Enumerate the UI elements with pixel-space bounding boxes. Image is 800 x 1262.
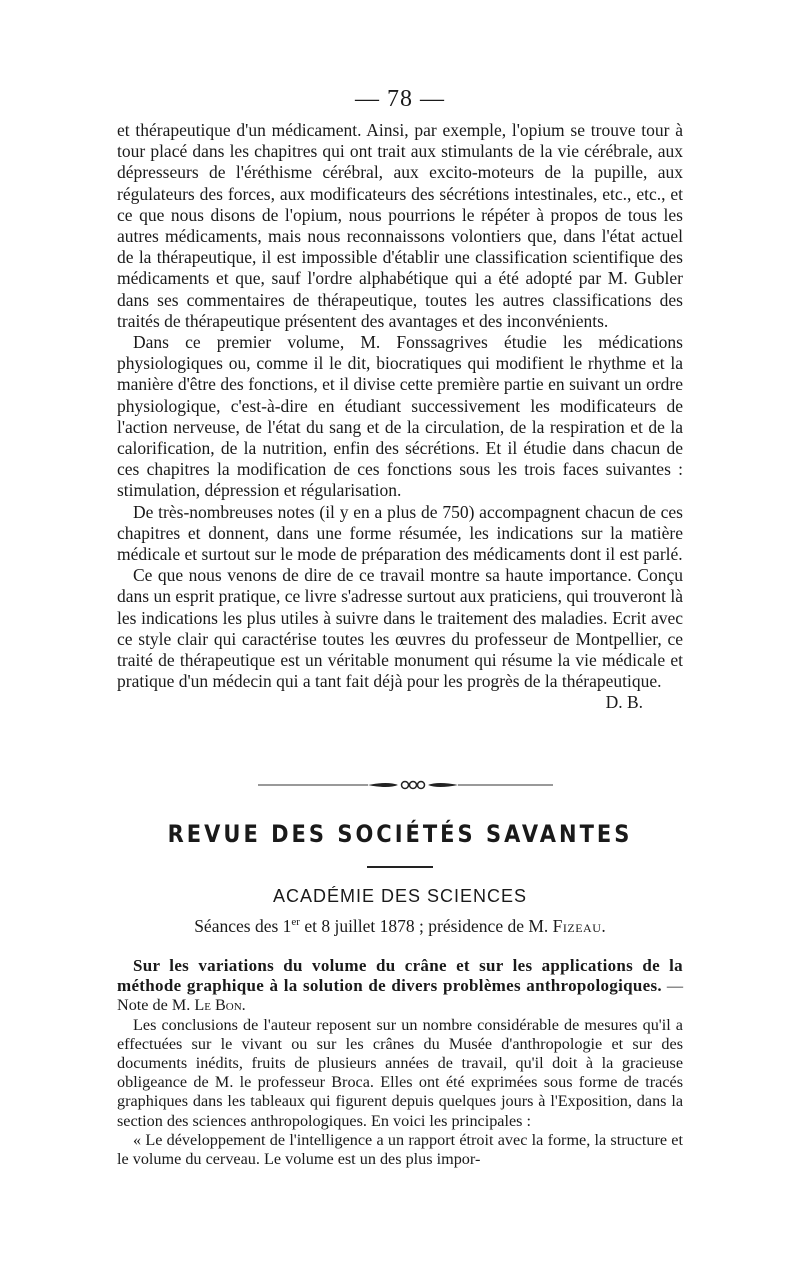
article-title-paragraph: Sur les variations du volume du crâne et sur les applications de la méthode graphique à la solution de divers problèmes anthropologiques. — Note de M. Le Bon. (117, 956, 683, 1015)
sessions-line: Séances des 1er et 8 juillet 1878 ; présidence de M. Fizeau. (194, 916, 606, 936)
review-paragraph: et thérapeutique d'un médicament. Ainsi, par exemple, l'opium se trouve tour à tour placé dans les chapitres qui ont trait aux stimulants de la vie cérébrale, aux dépresseurs de l'éréthisme cérébral, aux excito-moteurs de la pupille, aux régulateurs des forces, aux modificateurs des sécrétions intestinales, etc., etc., et ce que nous disons de l'opium, nous pourrions le répéter à propos de tous les autres médicaments, mais nous reconnaissons volontiers que, dans l'état actuel de la thérapeutique, il est impossible d'établir une classification scientifique des médicaments et que, sauf l'ordre alphabétique qui a été adopté par M. Gubler dans ses commentaires de thérapeutique, toutes les autres classifications des traités de thérapeutique présentent des avantages et des inconvénients. (117, 120, 683, 331)
article-paragraph: « Le développement de l'intelligence a un rapport étroit avec la forme, la structure et le volume du cerveau. Le volume est un des plus impor- (117, 1130, 683, 1169)
article-text (117, 956, 683, 1169)
article-title: Sur les variations du volume du crâne et sur les applications de la méthode graphique à la solution de divers problèmes anthropologiques. (117, 956, 683, 996)
article-paragraph: Les conclusions de l'auteur reposent sur un nombre considérable de mesures qu'il a effectuées sur le vivant ou sur les crânes du Musée d'anthropologie et sur des documents inédits, fruits de plusieurs années de travail, qu'il doit à la gracieuse obligeance de M. le professeur Broca. Elles ont été exprimées sous forme de tracés graphiques dans les tableaux qui figurent depuis quelques jours à l'Exposition, dans la section des sciences anthropologiques. En voici les principales : (117, 1015, 683, 1130)
president-name: Fizeau (552, 916, 602, 936)
book-review-text (117, 120, 683, 714)
review-paragraph: De très-nombreuses notes (il y en a plus de 750) accompagnent chacun de ces chapitres et donnent, dans une forme résumée, les indications sur la matière médicale et surtout sur le mode de préparation des médicaments dont il est parlé. (117, 501, 683, 565)
review-signature: D. B. (605, 692, 643, 713)
article-author: Le Bon (194, 996, 242, 1015)
section-title: REVUE DES SOCIÉTÉS SAVANTES (167, 820, 633, 848)
academy-heading: ACADÉMIE DES SCIENCES (272, 886, 528, 906)
review-paragraph: Dans ce premier volume, M. Fonssagrives étudie les médications physiologiques ou, comme il le dit, biocratiques qui modifient le rhythme et la manière d'être des fonctions, et il divise cette première partie en suivant un ordre physiologique, c'est-à-dire en étudiant successivement les modificateurs de l'action nerveuse, de l'état du sang et de la circulation, de la respiration et de la calorification, de la nutrition, enfin des sécrétions. Et il étudie dans chacun de ces chapitres la modification de ces fonctions sous les trois faces suivantes : stimulation, dépression et régularisation. (117, 332, 683, 501)
review-paragraph: Ce que nous venons de dire de ce travail montre sa haute importance. Conçu dans un esprit pratique, ce livre s'adresse surtout aux praticiens, qui trouveront là les indications les plus utiles à suivre dans le traitement des maladies. Ecrit avec ce style clair qui caractérise toutes les œuvres du professeur de Montpellier, ce traité de thérapeutique est un véritable monument qui résume la vie médicale et pratique d'un médecin qui a tant fait déjà pour les progrès de la thérapeutique. (117, 565, 683, 692)
section-rule (367, 866, 433, 868)
review-signature-line (117, 692, 683, 713)
ornamental-divider (258, 775, 553, 795)
page-number: — 78 — (355, 86, 445, 112)
